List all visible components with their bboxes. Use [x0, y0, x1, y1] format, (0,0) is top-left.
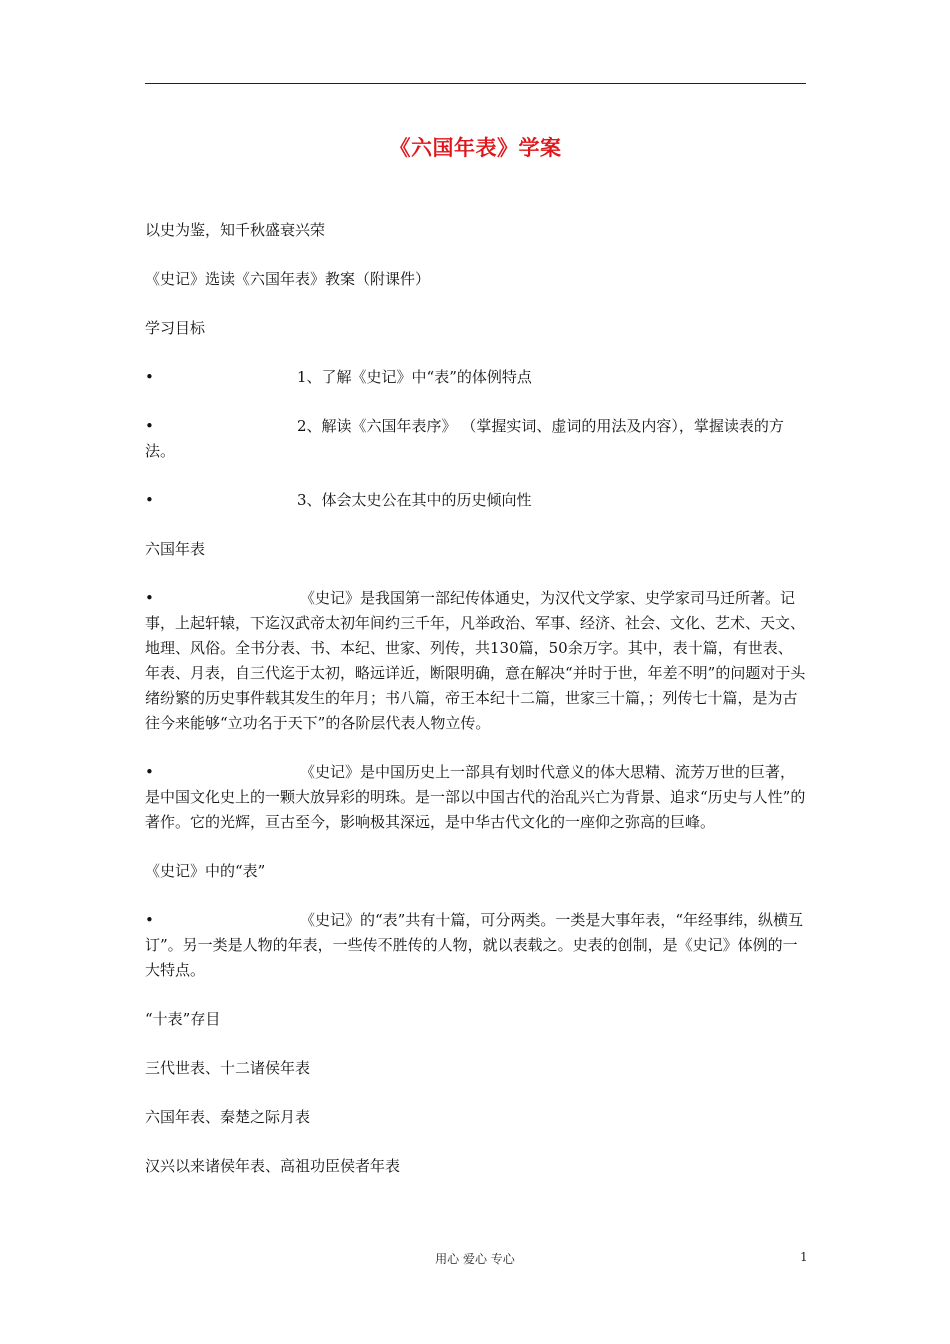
section-heading-goals: 学习目标 — [145, 319, 206, 337]
goal-item-1 — [145, 365, 807, 390]
list-item-tables-1: 三代世表、十二诸侯年表 — [145, 1059, 311, 1077]
bullet-paragraph-3 — [145, 908, 807, 983]
paragraph-subtitle: 《史记》选读《六国年表》教案（附课件） — [145, 270, 431, 288]
bullet-paragraph-2 — [145, 760, 807, 835]
bullet-icon: • — [145, 368, 154, 386]
document-body — [145, 218, 807, 1203]
list-item-tables-3: 汉兴以来诸侯年表、高祖功臣侯者年表 — [145, 1157, 401, 1175]
bullet-icon: • — [145, 763, 154, 781]
goal-text: 3、体会太史公在其中的历史倾向性 — [297, 491, 532, 509]
bullet-icon: • — [145, 911, 154, 929]
bullet-text: 《史记》是我国第一部纪传体通史，为汉代文学家、史学家司马迁所著。记事，上起轩辕，下迄汉武帝太初年间约三千年，凡举政治、军事、经济、社会、文化、艺术、天文、地理、风俗。全书分表、书、本纪、世家、列传，共130篇，50余万字。其中，表十篇，有世表、年表、月表，自三代迄于太初，略远详近，断限明确，意在解决“并时于世，年差不明”的问题对于头绪纷繁的历史事件载其发生的年月；书八篇，帝王本纪十二篇，世家三十篇，；列传七十篇，是为古往今来能够“立功名于天下”的各阶层代表人物立传。 — [145, 589, 806, 732]
bullet-icon: • — [145, 589, 154, 607]
bullet-text: 《史记》是中国历史上一部具有划时代意义的体大思精、流芳万世的巨著，是中国文化史上的一颗大放异彩的明珠。是一部以中国古代的治乱兴亡为背景、追求“历史与人性”的著作。它的光辉，亘古至今，影响极其深远，是中华古代文化的一座仰之弥高的巨峰。 — [145, 763, 806, 831]
paragraph-motto: 以史为鉴，知千秋盛衰兴荣 — [145, 221, 326, 239]
section-heading-shibiao: “十表”存目 — [145, 1010, 221, 1028]
list-item-tables-2: 六国年表、秦楚之际月表 — [145, 1108, 311, 1126]
goal-item-3 — [145, 488, 807, 513]
goal-text: 1、了解《史记》中“表”的体例特点 — [297, 368, 532, 386]
bullet-icon: • — [145, 491, 154, 509]
page-number: 1 — [800, 1250, 808, 1264]
document-title: 《六国年表》学案 — [389, 136, 562, 160]
bullet-text: 《史记》的“表”共有十篇，可分两类。一类是大事年表，“年经事纬，纵横互订”。另一类是人物的年表，一些传不胜传的人物，就以表载之。史表的创制，是《史记》体例的一大特点。 — [145, 911, 804, 979]
bullet-icon: • — [145, 417, 154, 435]
header-rule — [145, 83, 806, 84]
footer-motto: 用心 爱心 专心 — [435, 1252, 515, 1266]
section-heading-liuguo: 六国年表 — [145, 540, 206, 558]
goal-item-2 — [145, 414, 807, 464]
goal-text: 2、解读《六国年表序》 （掌握实词、虚词的用法及内容），掌握读表的方法。 — [145, 417, 784, 460]
bullet-paragraph-1 — [145, 586, 807, 736]
section-heading-biao: 《史记》中的“表” — [145, 862, 266, 880]
